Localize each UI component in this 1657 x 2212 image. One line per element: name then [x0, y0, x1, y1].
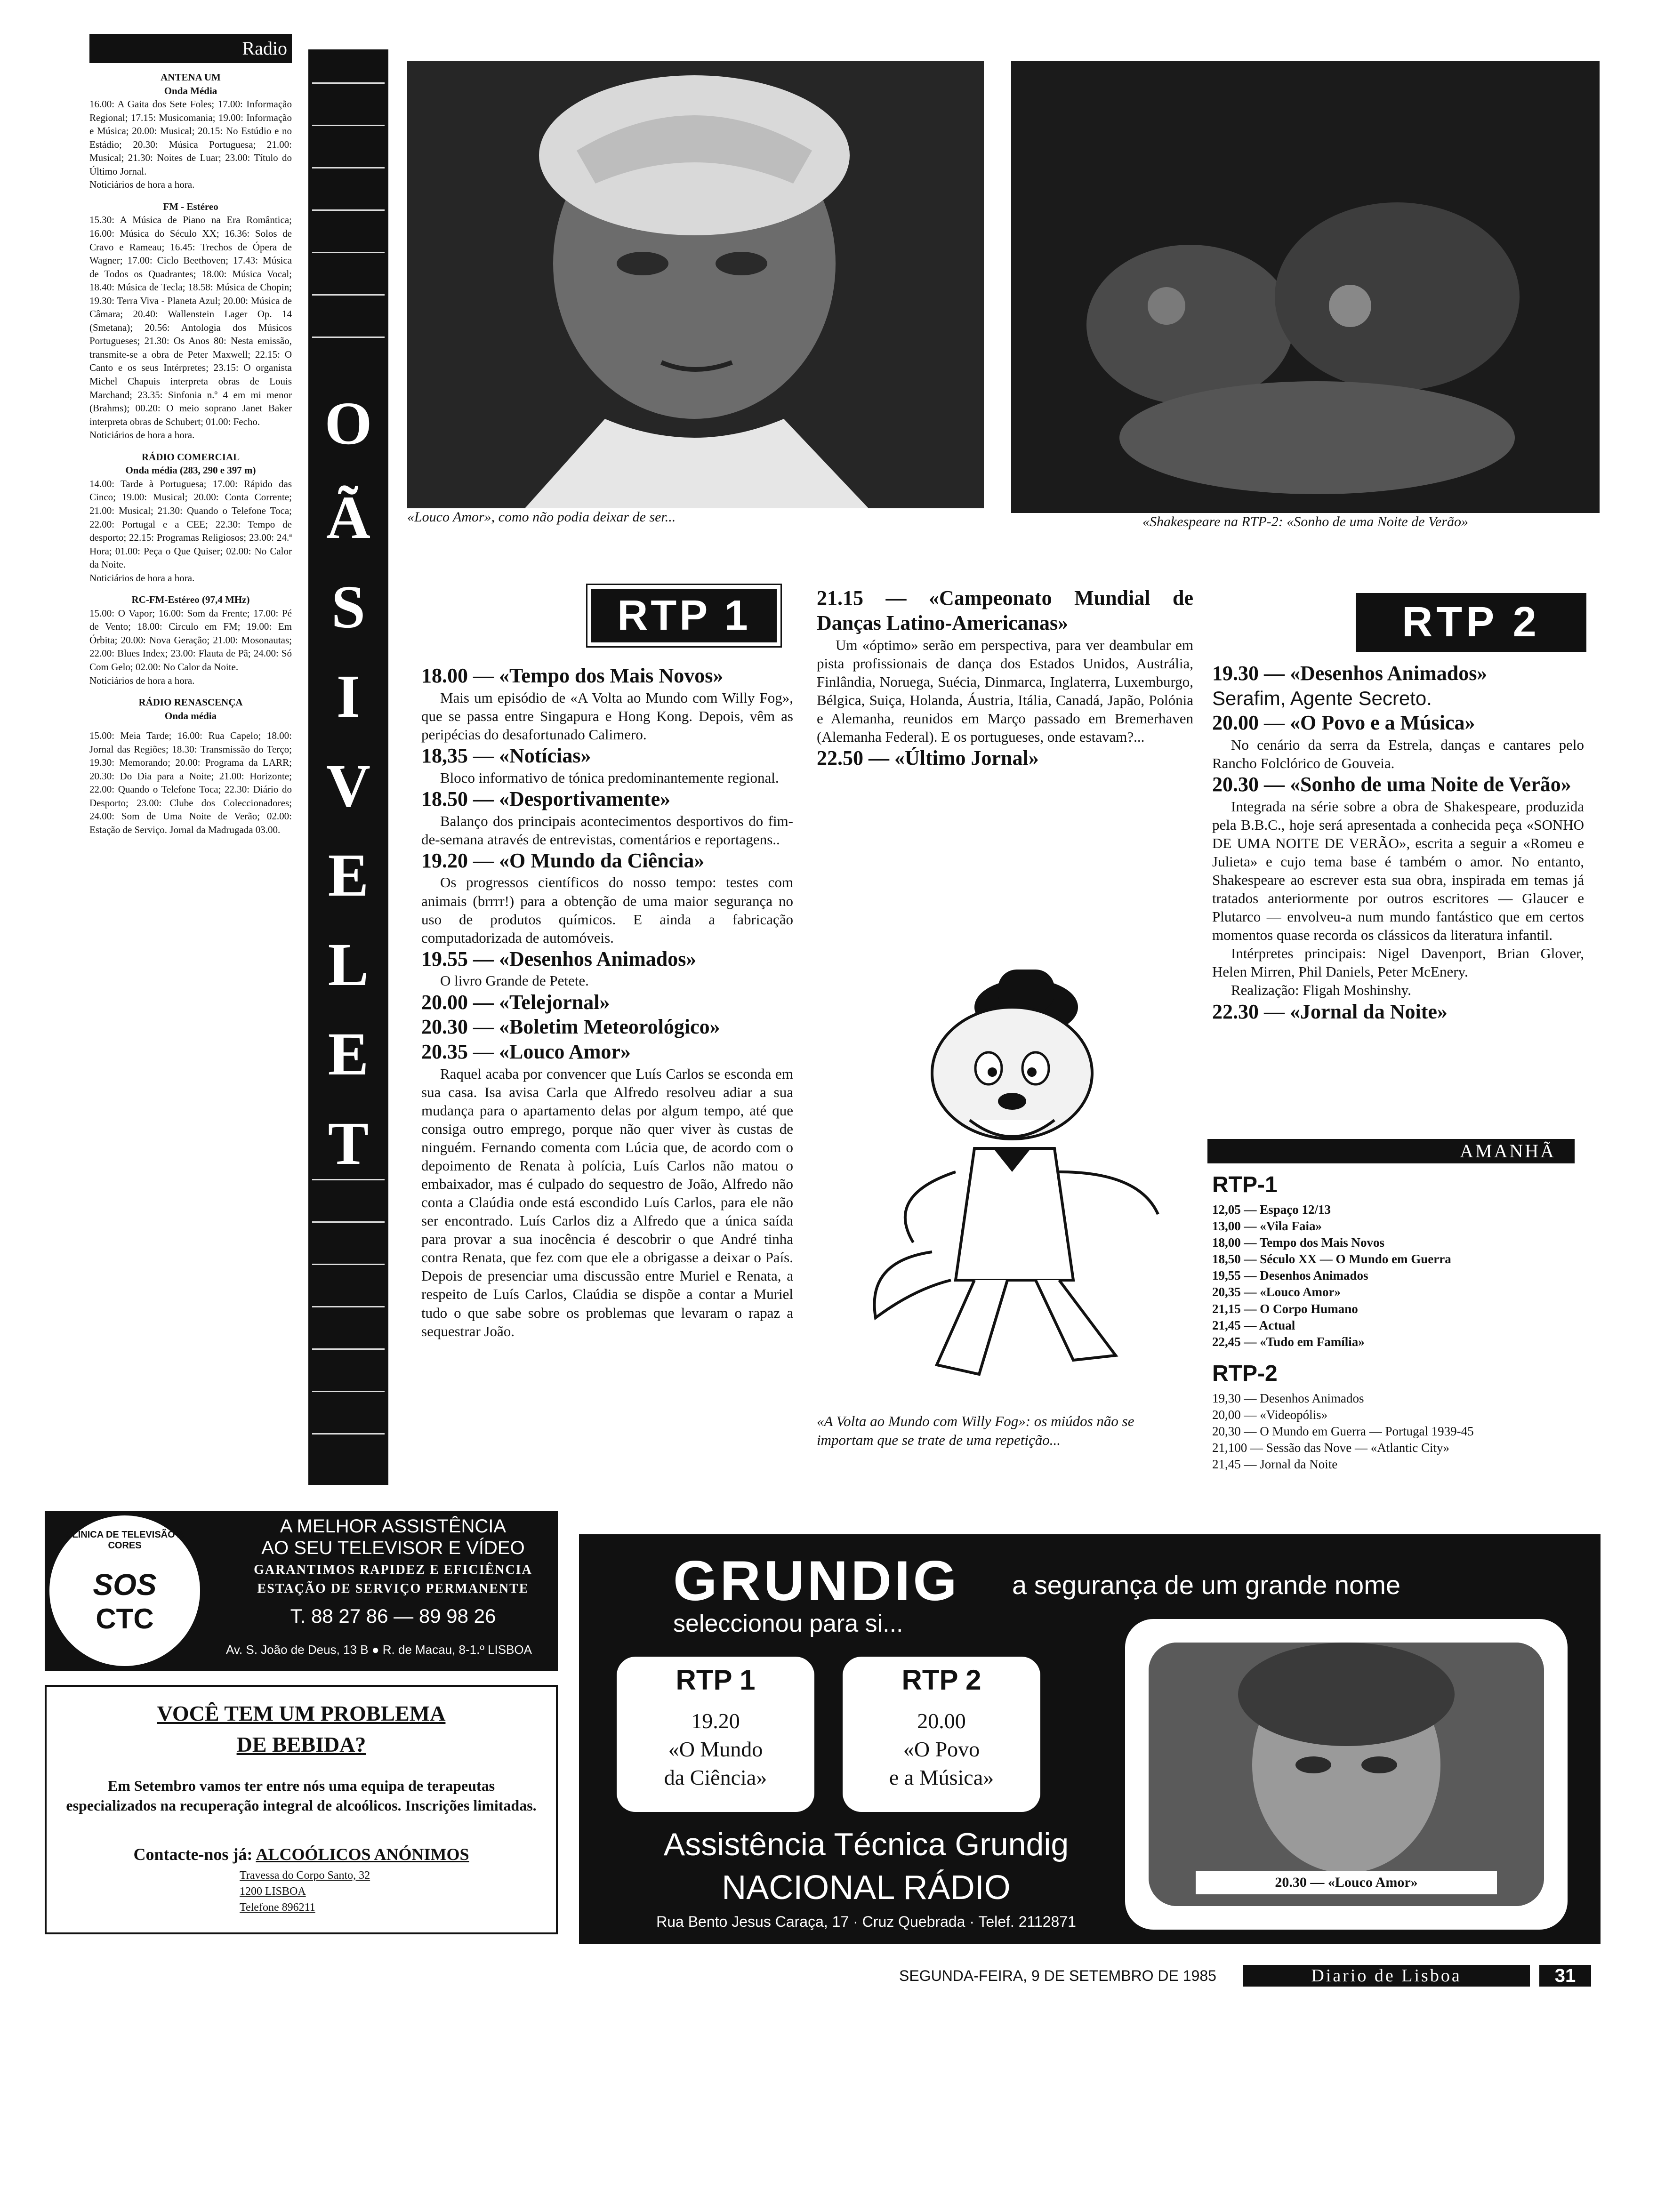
grundig-nacional: NACIONAL RÁDIO [722, 1869, 1011, 1907]
amanha-channel: RTP-1 [1212, 1172, 1278, 1197]
rtp1-mini-logo: RTP 1 [676, 1664, 756, 1696]
program-heading: 20.30 — «Sonho de uma Noite de Verão» [1212, 773, 1571, 796]
tv-set [1125, 1619, 1568, 1930]
program-description: Integrada na série sobre a obra de Shakespeare, produzida pela B.B.C., hoje será apresentada a conhecida peça «SONHO DE UMA NOITE DE VERÃO», escrita a seguir a «Romeu e Julieta» e cujo tema base é também o amor. No entanto, Shakespeare ao escrever esta sua obra, inspirada em temas já tratados anteriormente por outros escritores — Glaucer e Plutarco — envolveu-a num mundo fantástico que em certos momentos quase recorda os clássicos da literatura infantil. [1212, 798, 1584, 944]
tv-caption: 20.30 — «Louco Amor» [1196, 1871, 1497, 1894]
radio-schedule: 16.00: A Gaita dos Sete Foles; 17.00: Informação Regional; 17.15: Musicomania; 19.00: Informação e Música; 20.00: Musical; 20.15: No Estúdio e no Estádio; 20.30: Música Portuguesa; 21.00: Musical; 21.30: Noites de Luar; 23.00: Título do Último Jornal. [89, 98, 292, 177]
box-title: «O Mundo [668, 1737, 763, 1761]
program-description: Mais um episódio de «A Volta ao Mundo com Willy Fog», que se passa entre Singapura e Hong Kong. Depois, vêm as peripécias do desafortunado Calimero. [421, 689, 793, 743]
list-item: 18,00 — Tempo dos Mais Novos [1212, 1235, 1385, 1250]
radio-note: Noticiários de hora a hora. [89, 179, 195, 191]
amanha-rtp2-list [1212, 1390, 1584, 1473]
radio-note: Noticiários de hora a hora. [89, 572, 195, 584]
radio-schedule: 15.00: Meia Tarde; 16.00: Rua Capelo; 18.00: Jornal das Regiões; 18.30: Transmissão do Terço; 19.30: Memorando; 20.00: Programa da LARR; 20.30: Do Dia para a Noite; 21.00: Horizonte; 22.00: Quando o Telefone Toca; 22.30: Diário do Desporto; 23.00: Clube dos Coleccionadores; 24.00: Som de Uma Noite de Verão; 02.00: Estação de Serviço. Jornal da Madrugada 03.00. [89, 730, 292, 835]
box-title: e a Música» [889, 1765, 994, 1789]
televisao-letter: O [324, 390, 372, 457]
program-heading: 18.50 — «Desportivamente» [421, 787, 671, 810]
bebida-title: DE BEBIDA? [236, 1732, 366, 1756]
amanha-channel: RTP-2 [1212, 1361, 1278, 1386]
box-time: 20.00 [917, 1709, 966, 1733]
bebida-body: Em Setembro vamos ter entre nós uma equipa de terapeutas especializados na recuperação integral de alcoólicos. Inscrições limitadas. [66, 1777, 537, 1814]
list-item: 21,45 — Actual [1212, 1318, 1295, 1332]
televisao-letter: E [328, 842, 369, 909]
sos-badge [49, 1515, 200, 1666]
list-item: 20,00 — «Videopólis» [1212, 1407, 1328, 1422]
sos-address: Av. S. João de Deus, 13 B ● R. de Macau, 8-1.º LISBOA [225, 1643, 532, 1657]
program-description: No cenário da serra da Estrela, danças e cantares pelo Rancho Folclórico de Gouveia. [1212, 737, 1584, 772]
radio-station-band: Onda média [164, 710, 217, 721]
tv-screen [1149, 1643, 1544, 1906]
program-heading: 20.35 — «Louco Amor» [421, 1040, 631, 1064]
photo-louco-amor [407, 61, 984, 508]
televisao-letter: Ã [326, 484, 370, 552]
list-item: 19,55 — Desenhos Animados [1212, 1268, 1368, 1283]
program-description: Os progressos científicos do nosso tempo: testes com animais (brrrr!) para a obtenção de uma maior segurança no uso de produtos químicos. E ainda a fabricação computadorizada de automóveis. [421, 874, 793, 946]
program-heading: 22.30 — «Jornal da Noite» [1212, 1000, 1448, 1023]
middle-listing [817, 586, 1193, 771]
rtp1-listing [421, 664, 793, 1340]
program-description: Intérpretes principais: Nigel Davenport, Brian Glover, Helen Mirren, Phil Daniels, Peter McEnery. [1212, 945, 1584, 980]
bebida-title: VOCÊ TEM UM PROBLEMA [157, 1701, 446, 1725]
radio-note: Noticiários de hora a hora. [89, 674, 195, 686]
radio-note: Noticiários de hora a hora. [89, 429, 195, 441]
amanha-rtp1-list [1212, 1202, 1584, 1350]
program-heading: 20.00 — «Telejornal» [421, 990, 610, 1014]
grundig-box-rtp1 [617, 1657, 814, 1812]
sos-phones: T. 88 27 86 — 89 98 26 [290, 1605, 496, 1627]
radio-station-name: RÁDIO RENASCENÇA [138, 697, 243, 708]
sos-logo-text: SOS [93, 1568, 157, 1602]
badge-circle-text: CLÍNICA DE TELEVISÃO A CORES [65, 1530, 184, 1551]
cartoon-willy-fog [857, 951, 1186, 1393]
amanha-listing [1212, 1172, 1584, 1473]
program-description: Um «óptimo» serão em perspectiva, para ver deambular em pista profissionais de dança dos Estados Unidos, Austrália, Finlândia, Noruega, Suécia, Dinmarca, Inglaterra, Luxemburgo, Bélgica, Suiça, Holanda, Áustria, Itália, Canadá, Japão, Polónia e Alemanha, reunidos em Março passado em Bremerhaven (Alemanha Federal). E os portugueses, onde estavam?... [817, 636, 1193, 745]
page-number: 31 [1539, 1965, 1591, 1987]
program-heading: 19.20 — «O Mundo da Ciência» [421, 849, 705, 872]
ad-sos-ctc [45, 1511, 558, 1671]
program-description: Balanço dos principais acontecimentos desportivos do fim-de-semana através de entrevistas, comentários e reportagens.. [421, 812, 793, 848]
rtp1-logo: RTP 1 [586, 584, 782, 648]
grundig-address: Rua Bento Jesus Caraça, 17 · Cruz Quebrada · Telef. 2112871 [656, 1913, 1076, 1930]
bebida-address: Travessa do Corpo Santo, 32 [240, 1869, 370, 1882]
program-heading: 18,35 — «Notícias» [421, 744, 591, 767]
radio-station-name: RC-FM-Estéreo (97,4 MHz) [131, 594, 250, 606]
bebida-contact-label: Contacte-nos já: [133, 1845, 253, 1864]
program-description: Bloco informativo de tónica predominantemente regional. [440, 769, 779, 786]
radio-schedule: 15.00: O Vapor; 16.00: Som da Frente; 17.00: Pé de Vento; 18.00: Circulo em FM; 19.00: Em Órbita; 20.00: Nova Geração; 21.00: Mosonautas; 22.00: Blues Index; 23.00: Flauta de Pã; 24.00: Só Com Gelo; 02.00: No Calor da Noite. [89, 607, 292, 673]
sos-headline: AO SEU TELEVISOR E VÍDEO [261, 1538, 525, 1558]
program-description: Raquel acaba por convencer que Luís Carlos se esconda em sua casa. Isa avisa Carla que Alfredo resolveu adiar a sua mudança para o apartamento delas por algum tempo, até que consiga outro emprego, porque não quer viver às custas de ninguém. Fernando comenta com Lúcia que, de acordo com o depoimento de Renata à polícia, Luís Carlos não matou o embaixador, mas é culpado do sequestro de João, Alfredo não conta a Claúdia onde está escondido Luís Carlos, para ele não ser encontrado. Luís Carlos diz a Alfredo que a única saída para provar a sua inocência é descobrir o que André tinha contra Renata, que fez com que ele a obrigasse a deixar o País. Depois de presenciar uma discussão entre Muriel e Renata, a respeito de Luís Carlos, Claúdia se dispõe a contar a Muriel tudo o que sabe sobre os problemas que levaram o rapaz a sequestrar João. [421, 1065, 793, 1339]
list-item: 18,50 — Século XX — O Mundo em Guerra [1212, 1252, 1451, 1266]
box-time: 19.20 [691, 1709, 740, 1733]
photo-caption: «Shakespeare na RTP-2: «Sonho de uma Noite de Verão» [1142, 514, 1469, 529]
box-title: da Ciência» [664, 1765, 767, 1789]
list-item: 22,45 — «Tudo em Família» [1212, 1334, 1365, 1349]
program-heading: 19.55 — «Desenhos Animados» [421, 947, 697, 970]
list-item: 19,30 — Desenhos Animados [1212, 1391, 1364, 1405]
footer-date: SEGUNDA-FEIRA, 9 DE SETEMBRO DE 1985 [899, 1967, 1216, 1984]
radio-station-name: RÁDIO COMERCIAL [141, 451, 240, 463]
radio-header: Radio [89, 34, 292, 63]
radio-station-name: FM - Estéreo [163, 200, 218, 212]
program-heading: 21.15 — «Campeonato Mundial de Danças Latino-Americanas» [817, 586, 1193, 634]
televisao-letter: I [336, 663, 361, 730]
cartoon-caption: «A Volta ao Mundo com Willy Fog»: os miúdos não se importam que se trate de uma repetição... [817, 1413, 1134, 1449]
ad-bebida [45, 1685, 558, 1934]
list-item: 20,35 — «Louco Amor» [1212, 1285, 1341, 1299]
grundig-slogan: a segurança de um grande nome [1012, 1570, 1400, 1600]
box-title: «O Povo [903, 1737, 980, 1761]
radio-station-band: Onda média (283, 290 e 397 m) [125, 465, 256, 476]
program-description: Realização: Fligah Moshinshy. [1231, 982, 1411, 999]
program-description: Serafim, Agente Secreto. [1212, 687, 1432, 709]
list-item: 12,05 — Espaço 12/13 [1212, 1202, 1331, 1217]
sos-tagline: ESTAÇÃO DE SERVIÇO PERMANENTE [257, 1581, 529, 1596]
televisao-band [308, 49, 388, 1485]
list-item: 21,15 — O Corpo Humano [1212, 1301, 1358, 1316]
program-heading: 20.30 — «Boletim Meteorológico» [421, 1015, 720, 1039]
photo-shakespeare [1011, 61, 1600, 513]
sos-tagline: GARANTIMOS RAPIDEZ E EFICIÊNCIA [254, 1563, 532, 1577]
program-heading: 18.00 — «Tempo dos Mais Novos» [421, 664, 724, 687]
grundig-sub: seleccionou para si... [673, 1610, 903, 1637]
list-item: 13,00 — «Vila Faia» [1212, 1219, 1322, 1234]
televisao-letter: S [331, 573, 366, 641]
ad-grundig [579, 1534, 1601, 1944]
radio-schedule: 14.00: Tarde à Portuguesa; 17.00: Rápido das Cinco; 19.00: Musical; 20.00: Conta Corrente; 21.00: Musical; 21.30: Quando o Telefone Toca; 22.00: Portugal e a CEE; 22.30: Tempo de desporto; 22.15: Programas Religiosos; 23.00: 24.ª Hora; 01.00: Peça o Que Quiser; 02.00: No Calor da Noite. [89, 478, 292, 570]
amanha-header: AMANHÃ [1207, 1139, 1575, 1163]
grundig-assist: Assistência Técnica Grundig [663, 1827, 1069, 1862]
televisao-letter: E [328, 1020, 369, 1088]
program-description: O livro Grande de Petete. [440, 972, 589, 989]
bebida-contact [47, 1844, 556, 1864]
sos-headline: A MELHOR ASSISTÊNCIA [280, 1516, 507, 1537]
list-item: 21,100 — Sessão das Nove — «Atlantic City» [1212, 1441, 1449, 1455]
ctc-logo-text: CTC [96, 1603, 154, 1635]
bebida-contact-name: ALCOÓLICOS ANÓNIMOS [256, 1845, 469, 1864]
rtp2-mini-logo: RTP 2 [901, 1664, 981, 1696]
rtp2-listing [1212, 661, 1584, 1024]
program-heading: 19.30 — «Desenhos Animados» [1212, 662, 1488, 685]
list-item: 20,30 — O Mundo em Guerra — Portugal 1939-45 [1212, 1424, 1474, 1439]
bebida-address: 1200 LISBOA [240, 1885, 306, 1898]
photo-caption: «Louco Amor», como não podia deixar de ser... [407, 509, 676, 525]
radio-schedule: 15.30: A Música de Piano na Era Romântica; 16.00: Música do Século XX; 16.36: Solos de Cravo e Rameau; 16.45: Trechos de Ópera de Wagner; 17.00: Ciclo Beethoven; 17.43: Música de Todos os Quadrantes; 18.00: Música Vocal; 18.40: Música de Tecla; 18.58: Música de Chopin; 19.30: Terra Viva - Planeta Azul; 20.00: Música de Câmara; 20.40: Wallenstein Lager Op. 14 (Smetana); 20.56: Antologia dos Músicos Portugueses; 21.30: Os Anos 80: Nesta emissão, transmite-se a obra de Peter Maxwell; 22.15: O Canto e os seus Intérpretes; 23.15: O organista Michel Chapuis interpreta obras de Louis Marchand; 23.35: Sinfonia n.º 4 em mi menor (Brahms); 00.20: O meio soprano Janet Baker interpreta obras de Schubert; 01.00: Fecho. [89, 214, 292, 427]
list-item: 21,45 — Jornal da Noite [1212, 1457, 1338, 1472]
program-heading: 20.00 — «O Povo e a Música» [1212, 711, 1475, 735]
radio-station-band: Onda Média [164, 85, 217, 96]
rtp2-logo: RTP 2 [1356, 593, 1586, 652]
televisao-letter: L [328, 931, 369, 999]
program-heading: 22.50 — «Último Jornal» [817, 746, 1039, 769]
radio-listings [89, 71, 292, 837]
bebida-address: Telefone 896211 [240, 1901, 315, 1914]
grundig-box-rtp2 [843, 1657, 1040, 1812]
grundig-brand: GRUNDIG [673, 1549, 960, 1612]
televisao-letter: T [328, 1110, 369, 1178]
footer-paper-name: Diario de Lisboa [1243, 1965, 1530, 1987]
televisao-letter: V [326, 752, 370, 820]
radio-station-name: ANTENA UM [161, 72, 221, 83]
